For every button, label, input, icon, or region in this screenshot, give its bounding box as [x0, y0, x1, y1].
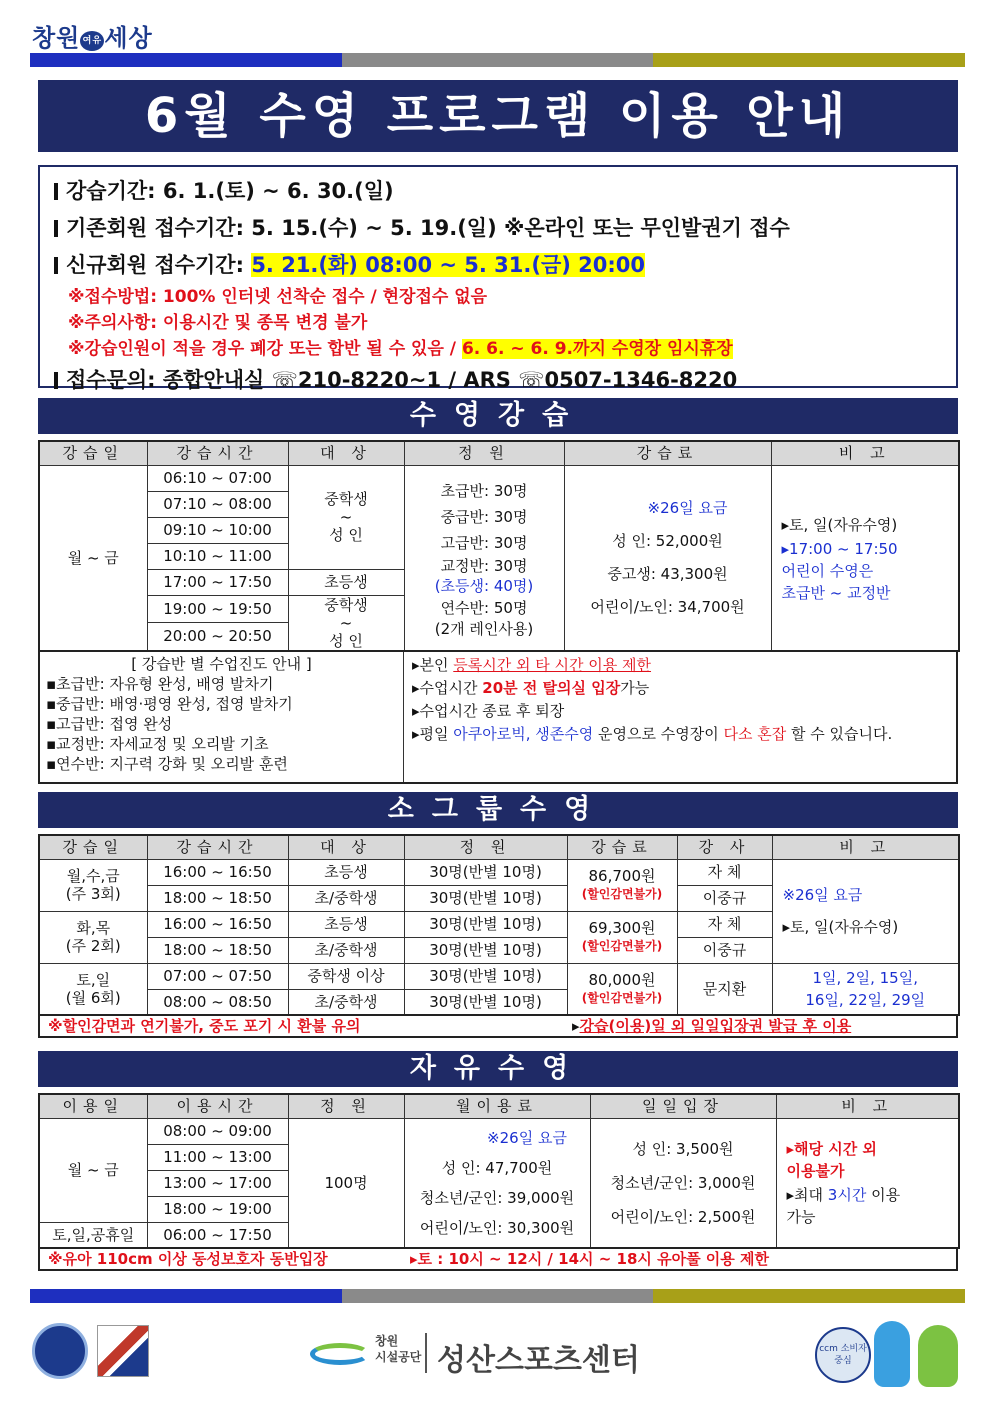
mascot-green [918, 1325, 958, 1387]
group-capacity: 30명(반별 10명) [404, 937, 567, 963]
new-registration: 신규회원 접수기간: 5. 21.(화) 08:00 ~ 5. 31.(금) 20:00 [54, 247, 942, 284]
group-capacity: 30명(반별 10명) [404, 859, 567, 885]
col-header: 강 사 [677, 835, 772, 859]
contact-info: 접수문의: 종합안내실 ☏210-8220~1 / ARS ☏0507-1346-8220 [54, 362, 942, 399]
group-target: 중학생 이상 [288, 963, 404, 989]
col-header: 정 원 [404, 441, 564, 465]
col-header: 강습일 [39, 441, 147, 465]
free-day: 월 ~ 금 [39, 1118, 147, 1222]
lesson-capacity: 초급반: 30명 중급반: 30명 고급반: 30명 교정반: 30명 (초등생: 40명) 연수반: 50명 (2개 레인사용) [404, 465, 564, 651]
lesson-target: 초등생 [288, 569, 404, 595]
group-time: 16:00 ~ 16:50 [147, 911, 288, 937]
lesson-day: 월 ~ 금 [39, 465, 147, 651]
col-header: 일일입장 [590, 1094, 776, 1118]
free-day: 토,일,공휴일 [39, 1222, 147, 1248]
col-header: 강습료 [567, 835, 677, 859]
bottom-color-strip [30, 1289, 965, 1303]
col-header: 강습시간 [147, 835, 288, 859]
small-group-footer: ※할인감면과 연기불가, 중도 포기 시 환불 유의 ▸강습(이용)일 외 일일입장권 발급 후 이용 [38, 1016, 958, 1038]
lesson-fee: ※26일 요금 성 인: 52,000원 중고생: 43,300원 어린이/노인: 34,700원 [564, 465, 771, 651]
free-time: 08:00 ~ 09:00 [147, 1118, 288, 1144]
lesson-target: 중학생 ~ 성 인 [288, 595, 404, 651]
group-capacity: 30명(반별 10명) [404, 963, 567, 989]
group-instructor: 자 체 [677, 859, 772, 885]
free-time: 06:00 ~ 17:50 [147, 1222, 288, 1248]
group-target: 초/중학생 [288, 989, 404, 1015]
lessons-table [38, 440, 960, 652]
mascot-blue [874, 1321, 910, 1387]
group-fee: 80,000원 (할인감면불가) [567, 963, 677, 1015]
group-fee: 69,300원 (할인감면불가) [567, 911, 677, 963]
group-instructor: 이중규 [677, 937, 772, 963]
col-header: 대 상 [288, 441, 404, 465]
group-target: 초/중학생 [288, 937, 404, 963]
group-fee: 86,700원 (할인감면불가) [567, 859, 677, 911]
small-group-table [38, 834, 960, 1016]
col-header: 대 상 [288, 835, 404, 859]
section-title-small-group: 소그룹수영 [38, 792, 958, 828]
ccm-badge: ccm 소비자중심 [815, 1327, 871, 1383]
col-header: 강습료 [564, 441, 771, 465]
free-time: 13:00 ~ 17:00 [147, 1170, 288, 1196]
monthly-fee: ※26일 요금 성 인: 47,700원 청소년/군인: 39,000원 어린이/노인: 30,300원 [404, 1118, 590, 1248]
group-capacity: 30명(반별 10명) [404, 989, 567, 1015]
col-header: 정 원 [288, 1094, 404, 1118]
certification-badge [32, 1323, 88, 1379]
group-day: 월,수,금 (주 3회) [39, 859, 147, 911]
lesson-time: 06:10 ~ 07:00 [147, 465, 288, 491]
daily-fee: 성 인: 3,500원 청소년/군인: 3,000원 어린이/노인: 2,500원 [590, 1118, 776, 1248]
group-instructor: 자 체 [677, 911, 772, 937]
col-header: 월이용료 [404, 1094, 590, 1118]
free-remarks: ▸해당 시간 외 이용불가 ▸최대 3시간 이용 가능 [776, 1118, 959, 1248]
col-header: 강습시간 [147, 441, 288, 465]
note-closure: ※강습인원이 적을 경우 폐강 또는 합반 될 수 있음 / 6. 6. ~ 6. 9.까지 수영장 임시휴장 [68, 339, 733, 359]
group-dates: 1일, 2일, 15일, 16일, 22일, 29일 [772, 963, 959, 1015]
col-header: 비 고 [772, 835, 959, 859]
usage-rules: ▸본인 등록시간 외 타 시간 이용 제한 ▸수업시간 20분 전 탈의실 입장가능 ▸수업시간 종료 후 퇴장 ▸평일 아쿠아로빅, 생존수영 운영으로 수영장이 다소 혼잡 할 수 있습니다. [412, 655, 893, 743]
top-color-strip [30, 53, 965, 67]
group-remarks: ※26일 요금 ▸토, 일(자유수영) [772, 859, 959, 963]
group-instructor: 문지환 [677, 963, 772, 1015]
group-time: 18:00 ~ 18:50 [147, 937, 288, 963]
corporation-name: 창원 시설공단 [375, 1334, 422, 1364]
free-swim-table [38, 1093, 960, 1249]
group-time: 08:00 ~ 08:50 [147, 989, 288, 1015]
group-time: 16:00 ~ 16:50 [147, 859, 288, 885]
existing-registration: 기존회원 접수기간: 5. 15.(수) ~ 5. 19.(일) ※온라인 또는 무인발권기 접수 [54, 210, 942, 247]
lesson-time: 10:10 ~ 11:00 [147, 543, 288, 569]
lesson-period: 강습기간: 6. 1.(토) ~ 6. 30.(일) [54, 173, 942, 210]
section-title-lessons: 수영강습 [38, 398, 958, 434]
col-header: 비 고 [776, 1094, 959, 1118]
col-header: 강습일 [39, 835, 147, 859]
group-capacity: 30명(반별 10명) [404, 911, 567, 937]
lesson-time: 07:10 ~ 08:00 [147, 491, 288, 517]
group-day: 토,일 (월 6회) [39, 963, 147, 1015]
group-target: 초등생 [288, 859, 404, 885]
lesson-time: 20:00 ~ 20:50 [147, 623, 288, 651]
progress-guide: [ 강습반 별 수업진도 안내 ] ▪초급반: 자유형 완성, 배영 발차기 ▪중급반: 배영·평영 완성, 접영 발차기 ▪고급반: 접영 완성 ▪교정반: 자세교정 및 오리발 기초 ▪연수반: 지구력 강화 및 오리발 훈련 [40, 652, 404, 782]
lesson-time: 09:10 ~ 10:00 [147, 517, 288, 543]
group-capacity: 30명(반별 10명) [404, 885, 567, 911]
lesson-target: 중학생 ~ 성 인 [288, 465, 404, 569]
info-box [38, 165, 958, 392]
corporation-logo-icon [310, 1343, 370, 1365]
group-time: 07:00 ~ 07:50 [147, 963, 288, 989]
lesson-remarks: ▸토, 일(자유수영) ▸17:00 ~ 17:50 어린이 수영은 초급반 ~ 교정반 [771, 465, 959, 651]
lesson-time: 17:00 ~ 17:50 [147, 569, 288, 595]
note-method: ※접수방법: 100% 인터넷 선착순 접수 / 현장접수 없음 [68, 287, 488, 307]
group-time: 18:00 ~ 18:50 [147, 885, 288, 911]
section-title-free-swim: 자유수영 [38, 1051, 958, 1087]
lesson-time: 19:00 ~ 19:50 [147, 595, 288, 623]
note-caution: ※주의사항: 이용시간 및 종목 변경 불가 [68, 313, 368, 333]
certification-mark [97, 1325, 149, 1377]
col-header: 이용일 [39, 1094, 147, 1118]
group-day: 화,목 (주 2회) [39, 911, 147, 963]
page-title: 6월 수영 프로그램 이용 안내 [38, 80, 958, 152]
lesson-notes [38, 652, 958, 784]
center-name: 성산스포츠센터 [437, 1343, 640, 1378]
footer-logos [0, 1315, 992, 1395]
free-time: 18:00 ~ 19:00 [147, 1196, 288, 1222]
group-target: 초/중학생 [288, 885, 404, 911]
group-target: 초등생 [288, 911, 404, 937]
col-header: 이용시간 [147, 1094, 288, 1118]
free-capacity: 100명 [288, 1118, 404, 1248]
free-swim-footer: ※유아 110cm 이상 동성보호자 동반입장 ▸토 : 10시 ~ 12시 / 14시 ~ 18시 유아풀 이용 제한 [38, 1249, 958, 1271]
col-header: 비 고 [771, 441, 959, 465]
col-header: 정 원 [404, 835, 567, 859]
free-time: 11:00 ~ 13:00 [147, 1144, 288, 1170]
site-logo: 창원 여유세상 [32, 23, 153, 52]
group-instructor: 이중규 [677, 885, 772, 911]
